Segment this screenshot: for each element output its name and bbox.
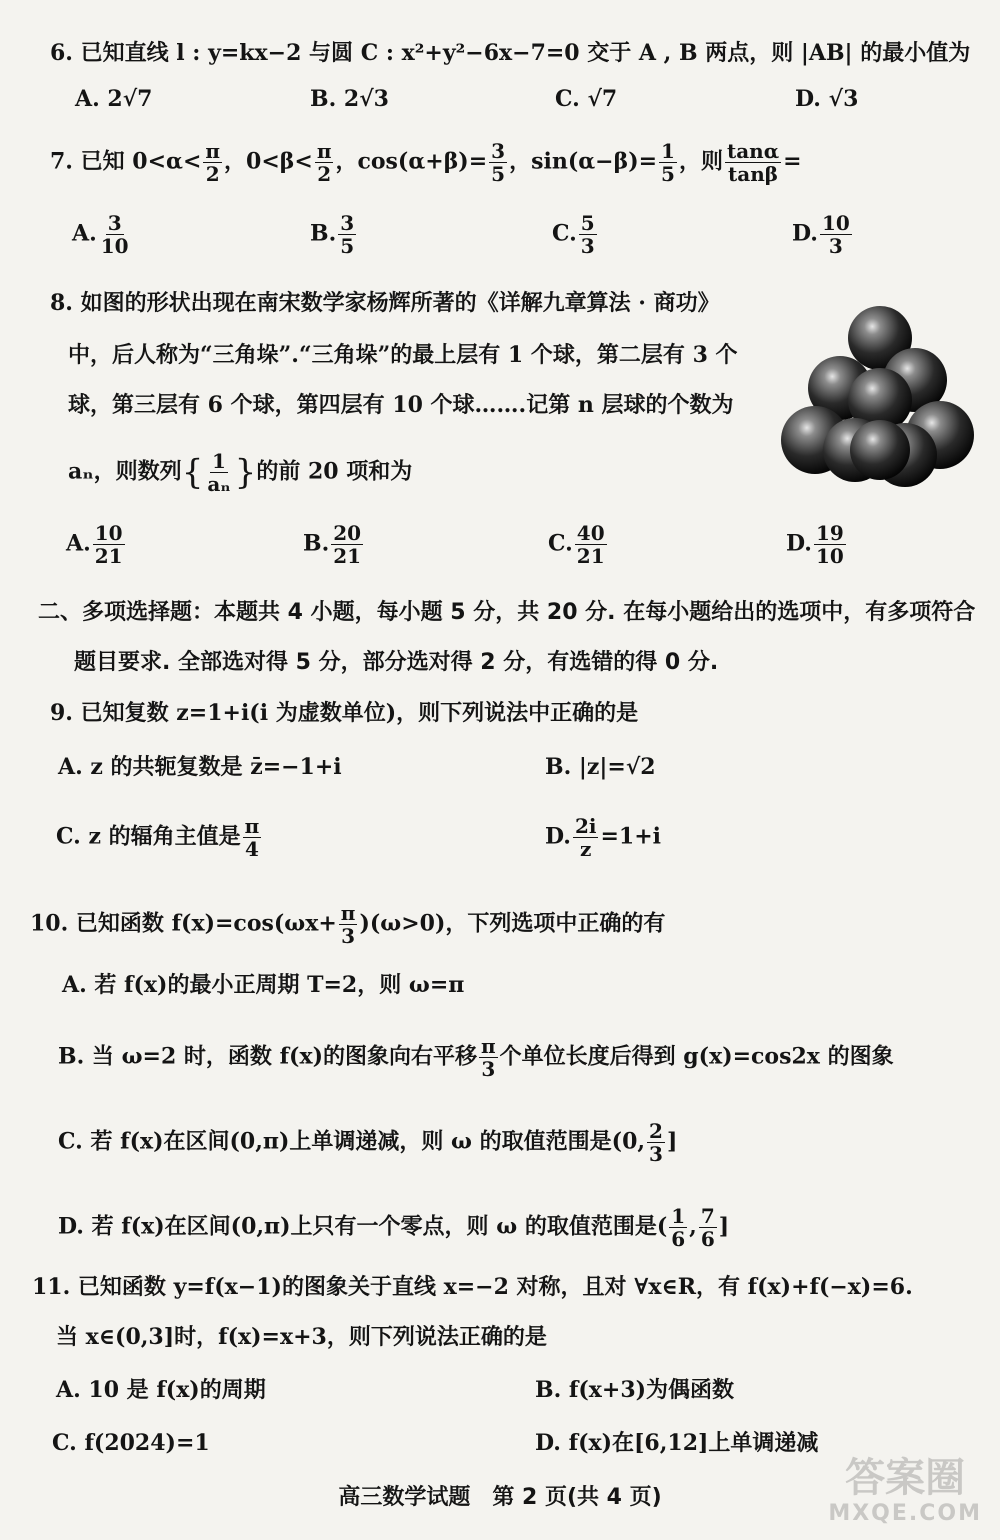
q7-option-b: B. $\frac{3}{5}$: [310, 211, 355, 258]
q8-line-1: 8. 如图的形状出现在南宋数学家杨辉所著的《详解九章算法 · 商功》: [50, 290, 720, 316]
q8-line-4: aₙ，则数列{ $\frac{1}{\text{aₙ}}$ }的前 20 项和为: [68, 449, 413, 496]
page-footer: 高三数学试题 第 2 页(共 4 页): [338, 1485, 662, 1510]
q10-option-d: D. 若 f(x)在区间(0,π)上只有一个零点，则 ω 的取值范围是( $\frac{1}{6}$ , $\frac{7}{6}$ ]: [58, 1204, 730, 1251]
q9-option-c: C. z 的辐角主值是 $\frac{\pi}{4}$: [56, 814, 260, 861]
q9-stem: 9. 已知复数 z=1+i(i 为虚数单位)，则下列说法中正确的是: [50, 700, 639, 726]
q6-stem: 6. 已知直线 l : y=kx−2 与圆 C : x²+y²−6x−7=0 交于 A , B 两点，则 |AB| 的最小值为: [50, 40, 971, 66]
q8-line-3: 球，第三层有 6 个球，第四层有 10 个球…….记第 n 层球的个数为: [68, 392, 734, 418]
q11-option-c: C. f(2024)=1: [52, 1430, 210, 1456]
triangular-pile-figure: [780, 300, 980, 490]
q11-option-d: D. f(x)在[6,12]上单调递减: [535, 1430, 819, 1456]
q11-option-b: B. f(x+3)为偶函数: [535, 1377, 735, 1403]
q8-option-d: D. $\frac{19}{10}$: [786, 521, 844, 568]
q6-option-d: D. √3: [795, 86, 859, 112]
q11-option-a: A. 10 是 f(x)的周期: [56, 1377, 266, 1403]
q10-stem: 10. 已知函数 f(x)=cos(ωx+ $\frac{\pi}{3}$ )(ω>0)，下列选项中正确的有: [30, 901, 666, 948]
q9-option-d: D. $\frac{2i}{z}$ =1+i: [545, 814, 662, 861]
q7-option-a: A. $\frac{3}{10}$: [72, 211, 129, 258]
q8-option-b: B. $\frac{20}{21}$: [303, 521, 362, 568]
q7-stem: 7. 已知 0<α< $\frac{\pi}{2}$ ，0<β< $\frac{\pi}{2}$ ，cos(α+β)= $\frac{3}{5}$ ，sin(α−β)= $\frac{1}{5}$ ，则 $\frac{\tan\alpha}{\tan\beta}$ =: [50, 139, 802, 186]
watermark-logo: 答案圈 MXQE.COM: [828, 1455, 982, 1526]
q11-line-2: 当 x∈(0,3]时，f(x)=x+3，则下列说法正确的是: [56, 1324, 547, 1350]
q8-option-a: A. $\frac{10}{21}$: [66, 521, 123, 568]
q8-line-2: 中，后人称为“三角垛”.“三角垛”的最上层有 1 个球，第二层有 3 个: [68, 342, 738, 368]
section-2-header-line-2: 题目要求. 全部选对得 5 分，部分选对得 2 分，有选错的得 0 分.: [74, 650, 719, 675]
section-2-header-line-1: 二、多项选择题：本题共 4 小题，每小题 5 分，共 20 分. 在每小题给出的选项中，有多项符合: [38, 600, 976, 625]
q6-option-c: C. √7: [555, 86, 618, 112]
q7-option-c: C. $\frac{5}{3}$: [552, 211, 595, 258]
q6-option-a: A. 2√7: [75, 86, 153, 112]
q6-option-b: B. 2√3: [310, 86, 389, 112]
q10-option-c: C. 若 f(x)在区间(0,π)上单调递减，则 ω 的取值范围是(0, $\frac{2}{3}$ ]: [58, 1119, 678, 1166]
q10-option-a: A. 若 f(x)的最小正周期 T=2，则 ω=π: [62, 972, 465, 998]
q11-line-1: 11. 已知函数 y=f(x−1)的图象关于直线 x=−2 对称，且对 ∀x∈R，有 f(x)+f(−x)=6.: [32, 1274, 913, 1300]
q8-option-c: C. $\frac{40}{21}$: [548, 521, 605, 568]
q7-option-d: D. $\frac{10}{3}$: [792, 211, 850, 258]
q9-option-b: B. |z|=√2: [545, 754, 656, 780]
q9-option-a: A. z 的共轭复数是 z̄=−1+i: [58, 754, 342, 780]
q10-option-b: B. 当 ω=2 时，函数 f(x)的图象向右平移 $\frac{\pi}{3}$ 个单位长度后得到 g(x)=cos2x 的图象: [58, 1034, 894, 1081]
